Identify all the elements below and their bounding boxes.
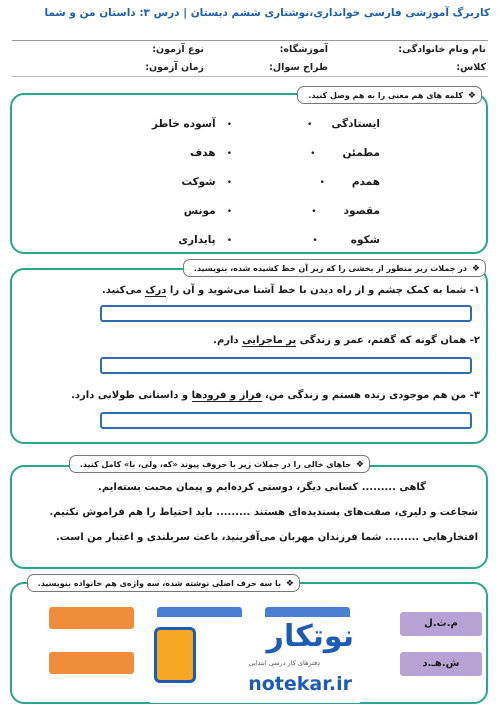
logo-tagline: دفترهای کار درسی ابتدایی: [248, 659, 320, 667]
word-family-instruction-text: با سه حرف اصلی نوشته شده، سه واژه‌ی هم خانواده بنویسید.: [37, 579, 281, 588]
match-row: [122, 112, 232, 141]
match-row: [280, 170, 380, 199]
fill-blank-line-1: گاهی ......... کسانی دیگر، دوستی کرده‌ایم و پیمان محبت بسته‌ایم.: [98, 482, 426, 493]
answer-box-2[interactable]: [100, 357, 472, 374]
question-1: [102, 285, 480, 296]
left-word: هدف: [190, 147, 216, 159]
q2-underlined: پر ماجرایی: [242, 335, 297, 346]
right-word-column: [280, 112, 380, 257]
bullet-dot[interactable]: •: [319, 178, 325, 188]
right-word: مطمئن: [342, 147, 380, 159]
question-2: [213, 335, 480, 346]
bullet-dot[interactable]: •: [312, 236, 318, 246]
page-title: کاربرگ آموزشی فارسی خوانداری،نوشتاری ششم دبستان | درس ۳: داستان من و شما: [44, 7, 490, 19]
q1-underlined: درک: [145, 285, 167, 296]
root-tile-1: م.ث.ل: [400, 612, 482, 636]
match-row: [280, 199, 380, 228]
match-row: [122, 228, 232, 257]
match-row: [122, 170, 232, 199]
answer-tile[interactable]: [49, 652, 134, 674]
match-row: [122, 199, 232, 228]
left-word: مونس: [183, 205, 216, 217]
logo-url: notekar.ir: [248, 673, 352, 695]
bullet-dot[interactable]: •: [310, 149, 316, 159]
match-row: [122, 141, 232, 170]
matching-section: [10, 93, 488, 254]
meaning-instruction-text: در جملات زیر منظور از بخشی را که زیر آن خط کشیده شده، بنویسید.: [193, 264, 467, 273]
word-family-instruction: [27, 574, 300, 592]
bullet-dot[interactable]: •: [226, 178, 232, 188]
designer-label: طراح سوال:: [269, 62, 328, 73]
match-row: [280, 228, 380, 257]
answer-box-1[interactable]: [100, 305, 472, 322]
q3-text-end: و داستانی طولانی دارد.: [71, 390, 192, 401]
fill-blank-instruction-text: جاهای خالی را در جملات زیر با حروف پیوند «که، ولی، با» کامل کنید.: [79, 460, 351, 469]
answer-tile[interactable]: [49, 607, 134, 629]
left-word: شوکت: [181, 176, 216, 188]
q1-text-end: می‌کنید.: [101, 285, 146, 296]
star-icon: ❖: [355, 460, 364, 470]
fill-blank-line-2: شجاعت و دلیری، صفت‌های پسندیده‌ای هستند ......... باید احتیاط را هم فراموش نکنیم.: [49, 507, 478, 518]
star-icon: ❖: [285, 579, 294, 589]
question-3: [71, 390, 480, 401]
matching-instruction: [297, 86, 482, 104]
q3-text: ۳- من هم موجودی زنده هستم و زندگی من،: [261, 390, 480, 401]
left-word: پایداری: [178, 234, 216, 246]
class-label: کلاس:: [456, 62, 486, 73]
notekar-logo: [150, 617, 360, 703]
header-divider: [12, 40, 488, 41]
q3-underlined: فراز و فرودها: [191, 390, 262, 401]
right-word: همدم: [351, 176, 380, 188]
student-name-label: نام ونام خانوادگی:: [398, 44, 486, 55]
bullet-dot[interactable]: •: [307, 120, 313, 130]
fill-blank-instruction: [69, 455, 370, 473]
meaning-instruction: [183, 259, 486, 277]
q1-text: ۱- شما به کمک چشم و از راه دیدن با خط آشنا می‌شوید و آن را: [166, 285, 480, 296]
match-row: [280, 112, 380, 141]
bullet-dot[interactable]: •: [311, 207, 317, 217]
exam-time-label: زمان آزمون:: [145, 62, 204, 73]
exam-type-label: نوع آزمون:: [152, 44, 204, 55]
left-word-column: [122, 112, 232, 257]
q2-text: ۲- همان گونه که گفتم، عمر و زندگی: [296, 335, 480, 346]
fill-blank-line-3: افتخارهایی ......... شما فرزندان مهربان می‌آفرینید، باعث سربلندی و اعتبار من است.: [55, 532, 478, 543]
answer-box-3[interactable]: [100, 412, 472, 429]
right-word: شکوه: [350, 234, 380, 246]
bullet-dot[interactable]: •: [226, 207, 232, 217]
school-label: آموزشگاه:: [279, 44, 328, 55]
q2-text-end: دارم.: [213, 335, 243, 346]
notebook-icon: [154, 627, 196, 683]
bullet-dot[interactable]: •: [226, 120, 232, 130]
right-word: مقصود: [343, 205, 380, 217]
matching-instruction-text: کلمه های هم معنی را به هم وصل کنید.: [308, 91, 463, 100]
logo-name: نوتکار: [266, 619, 354, 654]
info-divider: [12, 76, 488, 77]
root-tile-2: ش.هـ.د: [400, 652, 482, 676]
bullet-dot[interactable]: •: [226, 236, 232, 246]
star-icon: ❖: [471, 264, 480, 274]
left-word: آسوده خاطر: [151, 118, 216, 130]
star-icon: ❖: [467, 91, 476, 101]
match-row: [280, 141, 380, 170]
bullet-dot[interactable]: •: [226, 149, 232, 159]
right-word: ایستادگی: [331, 118, 380, 130]
